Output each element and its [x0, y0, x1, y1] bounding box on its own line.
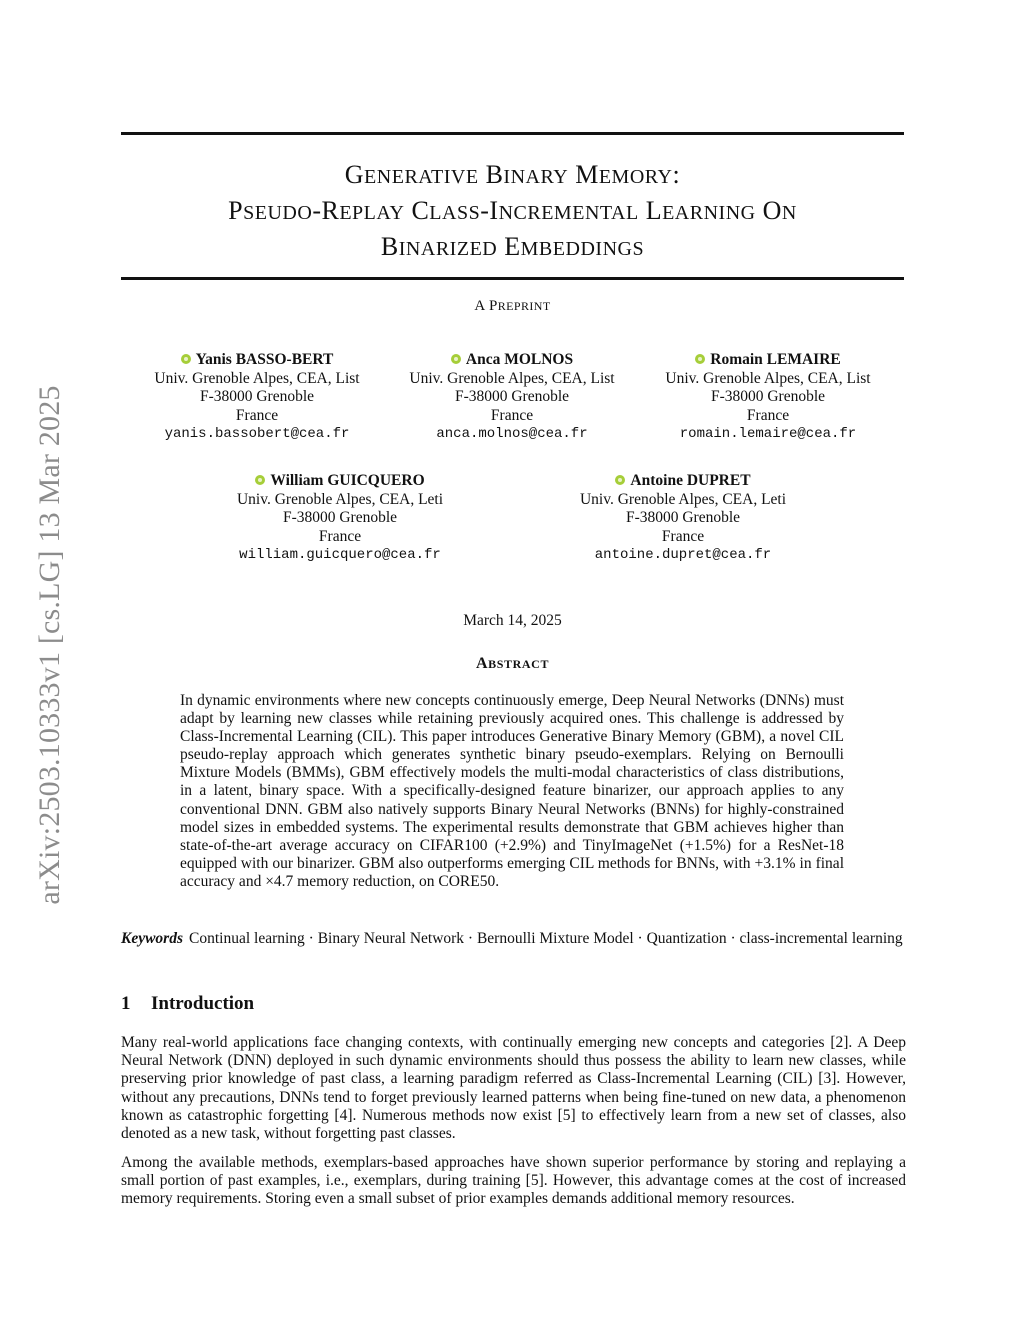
author-country: France	[318, 527, 362, 545]
author-email[interactable]: yanis.bassobert@cea.fr	[164, 426, 350, 442]
author-affiliation: Univ. Grenoble Alpes, CEA, List	[665, 369, 871, 387]
orcid-icon[interactable]	[615, 475, 625, 485]
title-rule-top	[121, 132, 904, 135]
author-email[interactable]: anca.molnos@cea.fr	[436, 426, 588, 442]
orcid-icon[interactable]	[695, 354, 705, 364]
author-name: Yanis BASSO-BERT	[195, 351, 334, 368]
title-line-1: GENERATIVE BINARY MEMORY:	[344, 160, 681, 189]
author-country: France	[661, 527, 705, 545]
author-block	[372, 351, 652, 444]
arxiv-stamp: arXiv:2503.10333v1 [cs.LG] 13 Mar 2025	[33, 385, 66, 905]
title-rule-bottom	[121, 277, 904, 280]
keywords-label: Keywords	[121, 930, 183, 947]
author-block	[543, 472, 823, 565]
author-affiliation: Univ. Grenoble Alpes, CEA, List	[409, 369, 615, 387]
title-line-2: PSEUDO-REPLAY CLASS-INCREMENTAL LEARNING ON	[228, 196, 797, 225]
section-title: Introduction	[151, 993, 255, 1014]
orcid-icon[interactable]	[451, 354, 461, 364]
author-email[interactable]: william.guicquero@cea.fr	[239, 547, 441, 563]
author-block	[200, 472, 480, 565]
preprint-label: A PREPRINT	[474, 298, 551, 314]
orcid-icon[interactable]	[255, 475, 265, 485]
orcid-icon[interactable]	[181, 354, 191, 364]
author-city: F-38000 Grenoble	[199, 388, 315, 405]
author-name: Anca MOLNOS	[465, 351, 574, 368]
section-heading	[121, 993, 254, 1015]
author-name: Romain LEMAIRE	[710, 351, 841, 368]
author-affiliation: Univ. Grenoble Alpes, CEA, Leti	[579, 490, 787, 508]
paper-title	[121, 158, 904, 266]
author-country: France	[746, 406, 790, 424]
keywords-text: Continual learning · Binary Neural Network · Bernoulli Mixture Model · Quantization · class-incremental learning	[189, 930, 903, 947]
author-affiliation: Univ. Grenoble Alpes, CEA, List	[154, 369, 360, 387]
publication-date: March 14, 2025	[463, 612, 562, 629]
author-city: F-38000 Grenoble	[710, 388, 826, 405]
title-line-3: BINARIZED EMBEDDINGS	[380, 232, 645, 261]
author-affiliation: Univ. Grenoble Alpes, CEA, Leti	[236, 490, 444, 508]
author-city: F-38000 Grenoble	[625, 509, 741, 526]
author-city: F-38000 Grenoble	[454, 388, 570, 405]
paragraph: Among the available methods, exemplars-based approaches have shown superior performance by storing and replaying a small portion of past examples, i.e., exemplars, during training [5]. However, this advantage comes at the cost of increased memory requirements. Storing even a small subset of prior examples demands additional memory resources.	[121, 1154, 906, 1208]
author-block	[628, 351, 908, 444]
author-name: Antoine DUPRET	[630, 472, 751, 489]
author-country: France	[235, 406, 279, 424]
author-email[interactable]: antoine.dupret@cea.fr	[594, 547, 772, 563]
paragraph: Many real-world applications face changing contexts, with continually emerging new concepts and categories [2]. A Deep Neural Network (DNN) deployed in such dynamic environments should thus possess the ability to learn new classes, while preserving prior knowledge of past class, a learning paradigm referred as Class-Incremental Learning (CIL) [3]. However, without any precautions, DNNs tend to forget previously learned patterns when being fine-tuned on new data, a phenomenon known as catastrophic forgetting [4]. Numerous methods now exist [5] to effectively learn from a new set of classes, also denoted as a new task, without forgetting past classes.	[121, 1034, 906, 1143]
author-name: William GUICQUERO	[270, 472, 425, 489]
abstract-heading: ABSTRACT	[475, 655, 550, 672]
author-email[interactable]: romain.lemaire@cea.fr	[679, 426, 857, 442]
author-block	[117, 351, 397, 444]
author-city: F-38000 Grenoble	[282, 509, 398, 526]
author-country: France	[490, 406, 534, 424]
abstract-body: In dynamic environments where new concepts continuously emerge, Deep Neural Networks (DNNs) must adapt by learning new classes while retaining previously acquired ones. This challenge is addressed by Class-Incremental Learning (CIL). This paper introduces Generative Binary Memory (GBM), a novel CIL pseudo-replay approach which generates synthetic binary pseudo-exemplars. Relying on Bernoulli Mixture Models (BMMs), GBM effectively models the multi-modal characteristics of class distributions, in a latent, binary space. With a specifically-designed feature binarizer, our approach applies to any conventional DNN. GBM also natively supports Binary Neural Networks (BNNs) for highly-constrained model sizes in embedded systems. The experimental results demonstrate that GBM achieves higher than state-of-the-art average accuracy on CIFAR100 (+2.9%) and TinyImageNet (+1.5%) for a ResNet-18 equipped with our binarizer. GBM also outperforms emerging CIL methods for BNNs, with +3.1% in final accuracy and ×4.7 memory reduction, on CORE50.	[180, 692, 844, 890]
keywords	[121, 930, 904, 948]
section-number: 1	[121, 993, 131, 1014]
